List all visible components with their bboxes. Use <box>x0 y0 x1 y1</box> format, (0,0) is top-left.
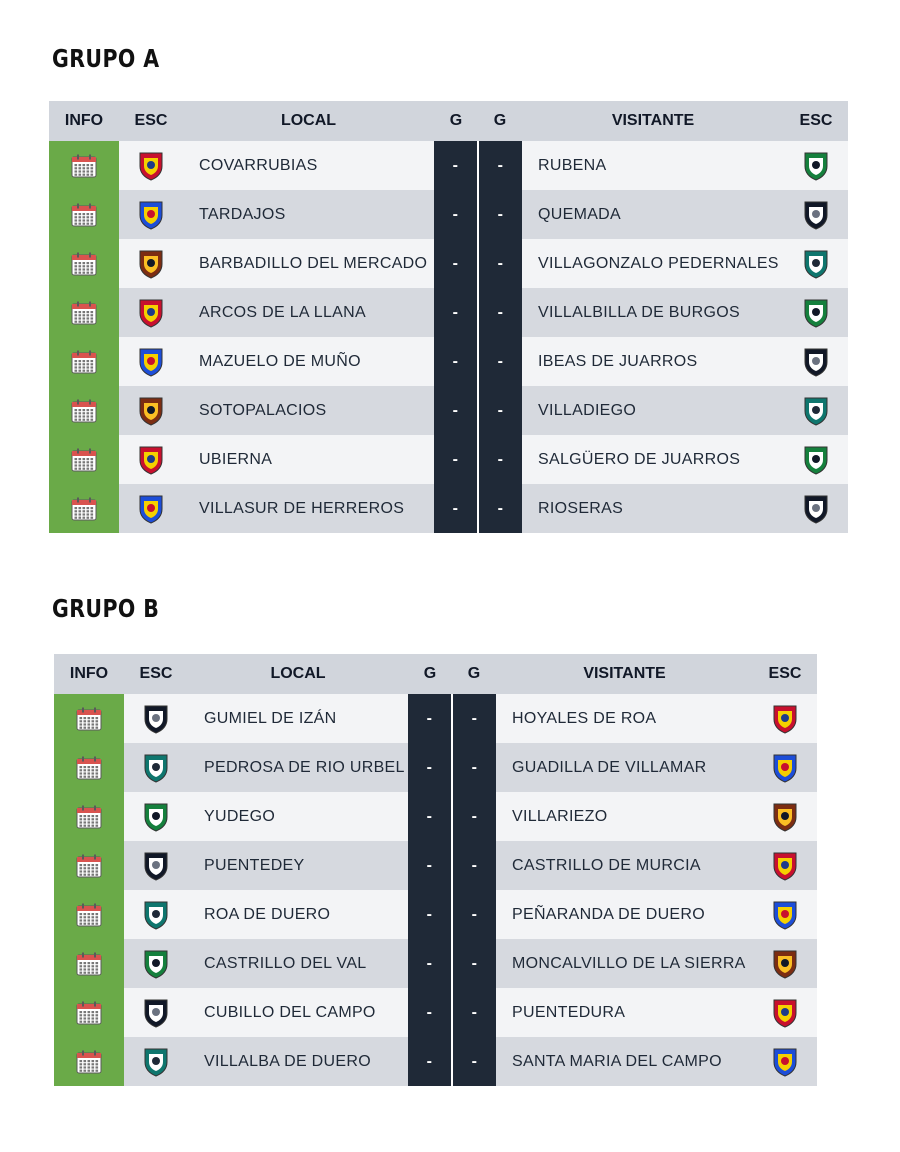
local-team-name: SOTOPALACIOS <box>183 386 434 435</box>
local-team-crest-icon <box>140 899 172 931</box>
info-cell[interactable] <box>54 792 124 841</box>
score-local: - <box>408 890 452 939</box>
match-row <box>54 694 817 743</box>
visitor-team-crest-icon <box>769 752 801 784</box>
local-crest-cell <box>124 792 188 841</box>
score-visitor: - <box>478 141 522 190</box>
calendar-icon[interactable] <box>71 154 97 178</box>
visitor-crest-cell <box>784 141 848 190</box>
local-team-name: TARDAJOS <box>183 190 434 239</box>
local-team-crest-icon <box>135 346 167 378</box>
visitor-crest-cell <box>784 484 848 533</box>
score-visitor: - <box>452 694 496 743</box>
match-row <box>49 337 848 386</box>
visitor-team-crest-icon <box>769 703 801 735</box>
score-local: - <box>434 239 478 288</box>
visitor-team-crest-icon <box>769 850 801 882</box>
info-cell[interactable] <box>54 890 124 939</box>
calendar-icon[interactable] <box>71 448 97 472</box>
info-cell[interactable] <box>49 190 119 239</box>
match-row <box>54 743 817 792</box>
header-info: INFO <box>49 101 119 141</box>
visitor-team-crest-icon <box>769 899 801 931</box>
local-crest-cell <box>124 988 188 1037</box>
local-team-crest-icon <box>135 395 167 427</box>
match-row <box>49 484 848 533</box>
visitor-team-name: RIOSERAS <box>522 484 784 533</box>
header-visitante: VISITANTE <box>522 101 784 141</box>
visitor-team-crest-icon <box>800 248 832 280</box>
local-team-crest-icon <box>135 150 167 182</box>
visitor-team-name: MONCALVILLO DE LA SIERRA <box>496 939 753 988</box>
group-b-table <box>54 654 817 1086</box>
header-esc-local: ESC <box>119 101 183 141</box>
visitor-team-name: VILLADIEGO <box>522 386 784 435</box>
local-team-crest-icon <box>140 1046 172 1078</box>
local-team-name: VILLASUR DE HERREROS <box>183 484 434 533</box>
match-row <box>49 386 848 435</box>
local-team-crest-icon <box>140 850 172 882</box>
local-crest-cell <box>119 239 183 288</box>
score-visitor: - <box>478 484 522 533</box>
local-team-name: UBIERNA <box>183 435 434 484</box>
calendar-icon[interactable] <box>71 252 97 276</box>
info-cell[interactable] <box>49 435 119 484</box>
local-crest-cell <box>124 694 188 743</box>
visitor-team-crest-icon <box>800 346 832 378</box>
header-local: LOCAL <box>188 654 408 694</box>
visitor-team-crest-icon <box>769 997 801 1029</box>
calendar-icon[interactable] <box>71 350 97 374</box>
score-local: - <box>408 743 452 792</box>
local-crest-cell <box>119 141 183 190</box>
header-esc-visitor: ESC <box>753 654 817 694</box>
header-g-visitor: G <box>452 654 496 694</box>
visitor-team-name: VILLAGONZALO PEDERNALES <box>522 239 784 288</box>
visitor-crest-cell <box>784 386 848 435</box>
calendar-icon[interactable] <box>71 399 97 423</box>
header-esc-local: ESC <box>124 654 188 694</box>
calendar-icon[interactable] <box>76 707 102 731</box>
score-local: - <box>434 141 478 190</box>
visitor-team-name: SANTA MARIA DEL CAMPO <box>496 1037 753 1086</box>
local-crest-cell <box>124 1037 188 1086</box>
local-team-crest-icon <box>140 948 172 980</box>
info-cell[interactable] <box>49 386 119 435</box>
local-team-name: ROA DE DUERO <box>188 890 408 939</box>
visitor-team-name: VILLARIEZO <box>496 792 753 841</box>
local-crest-cell <box>119 288 183 337</box>
score-visitor: - <box>478 337 522 386</box>
local-team-name: PUENTEDEY <box>188 841 408 890</box>
group-a-body <box>49 141 848 533</box>
header-g-visitor: G <box>478 101 522 141</box>
match-row <box>49 190 848 239</box>
match-row <box>54 841 817 890</box>
score-visitor: - <box>452 841 496 890</box>
local-team-name: MAZUELO DE MUÑO <box>183 337 434 386</box>
calendar-icon[interactable] <box>76 903 102 927</box>
score-local: - <box>408 841 452 890</box>
local-crest-cell <box>124 743 188 792</box>
info-cell[interactable] <box>54 988 124 1037</box>
local-team-crest-icon <box>135 297 167 329</box>
visitor-team-name: HOYALES DE ROA <box>496 694 753 743</box>
calendar-icon[interactable] <box>76 854 102 878</box>
score-local: - <box>434 288 478 337</box>
local-team-crest-icon <box>140 801 172 833</box>
visitor-crest-cell <box>784 239 848 288</box>
score-visitor: - <box>452 792 496 841</box>
calendar-icon[interactable] <box>76 1001 102 1025</box>
local-team-name: ARCOS DE LA LLANA <box>183 288 434 337</box>
visitor-team-crest-icon <box>800 199 832 231</box>
local-crest-cell <box>124 841 188 890</box>
match-row <box>49 288 848 337</box>
score-visitor: - <box>452 890 496 939</box>
score-visitor: - <box>478 239 522 288</box>
local-team-name: BARBADILLO DEL MERCADO <box>183 239 434 288</box>
score-visitor: - <box>452 988 496 1037</box>
match-row <box>49 435 848 484</box>
group-b-body <box>54 694 817 1086</box>
visitor-crest-cell <box>784 435 848 484</box>
visitor-crest-cell <box>784 288 848 337</box>
visitor-crest-cell <box>753 743 817 792</box>
local-team-name: YUDEGO <box>188 792 408 841</box>
score-local: - <box>434 386 478 435</box>
info-cell[interactable] <box>54 939 124 988</box>
local-team-name: CASTRILLO DEL VAL <box>188 939 408 988</box>
visitor-team-crest-icon <box>800 150 832 182</box>
visitor-team-crest-icon <box>769 1046 801 1078</box>
match-row <box>54 1037 817 1086</box>
table-header-row <box>54 654 817 694</box>
info-cell[interactable] <box>49 484 119 533</box>
group-a-table <box>49 101 848 533</box>
local-team-crest-icon <box>135 199 167 231</box>
match-row <box>49 141 848 190</box>
visitor-team-name: VILLALBILLA DE BURGOS <box>522 288 784 337</box>
match-row <box>54 890 817 939</box>
local-team-crest-icon <box>140 997 172 1029</box>
score-visitor: - <box>452 939 496 988</box>
local-crest-cell <box>119 386 183 435</box>
calendar-icon[interactable] <box>76 805 102 829</box>
visitor-crest-cell <box>753 1037 817 1086</box>
calendar-icon[interactable] <box>76 756 102 780</box>
header-g-local: G <box>434 101 478 141</box>
header-info: INFO <box>54 654 124 694</box>
calendar-icon[interactable] <box>71 497 97 521</box>
visitor-crest-cell <box>753 694 817 743</box>
visitor-team-crest-icon <box>800 395 832 427</box>
visitor-team-crest-icon <box>769 948 801 980</box>
local-team-crest-icon <box>135 248 167 280</box>
header-local: LOCAL <box>183 101 434 141</box>
visitor-team-crest-icon <box>769 801 801 833</box>
visitor-crest-cell <box>784 190 848 239</box>
local-crest-cell <box>119 484 183 533</box>
local-crest-cell <box>119 435 183 484</box>
group-b-title: GRUPO B <box>52 594 160 623</box>
info-cell[interactable] <box>54 841 124 890</box>
local-team-name: GUMIEL DE IZÁN <box>188 694 408 743</box>
score-local: - <box>408 939 452 988</box>
info-cell[interactable] <box>49 337 119 386</box>
visitor-crest-cell <box>753 939 817 988</box>
group-a-title: GRUPO A <box>52 44 160 73</box>
visitor-crest-cell <box>753 988 817 1037</box>
visitor-crest-cell <box>753 890 817 939</box>
visitor-team-name: SALGÜERO DE JUARROS <box>522 435 784 484</box>
local-team-crest-icon <box>140 703 172 735</box>
info-cell[interactable] <box>54 694 124 743</box>
visitor-team-name: PUENTEDURA <box>496 988 753 1037</box>
local-crest-cell <box>124 939 188 988</box>
local-crest-cell <box>119 337 183 386</box>
score-local: - <box>408 988 452 1037</box>
visitor-crest-cell <box>753 841 817 890</box>
calendar-icon[interactable] <box>76 952 102 976</box>
score-local: - <box>408 1037 452 1086</box>
score-visitor: - <box>478 190 522 239</box>
info-cell[interactable] <box>54 1037 124 1086</box>
visitor-team-name: IBEAS DE JUARROS <box>522 337 784 386</box>
visitor-team-name: QUEMADA <box>522 190 784 239</box>
local-team-crest-icon <box>135 493 167 525</box>
info-cell[interactable] <box>54 743 124 792</box>
local-team-name: CUBILLO DEL CAMPO <box>188 988 408 1037</box>
visitor-crest-cell <box>784 337 848 386</box>
match-row <box>54 792 817 841</box>
score-visitor: - <box>452 1037 496 1086</box>
score-visitor: - <box>452 743 496 792</box>
calendar-icon[interactable] <box>71 301 97 325</box>
match-row <box>54 939 817 988</box>
local-team-crest-icon <box>135 444 167 476</box>
match-row <box>54 988 817 1037</box>
info-cell[interactable] <box>49 141 119 190</box>
calendar-icon[interactable] <box>76 1050 102 1074</box>
score-local: - <box>408 694 452 743</box>
score-local: - <box>434 484 478 533</box>
local-crest-cell <box>124 890 188 939</box>
score-visitor: - <box>478 288 522 337</box>
score-local: - <box>434 190 478 239</box>
visitor-team-crest-icon <box>800 444 832 476</box>
score-local: - <box>434 337 478 386</box>
score-local: - <box>434 435 478 484</box>
visitor-team-crest-icon <box>800 297 832 329</box>
visitor-team-name: CASTRILLO DE MURCIA <box>496 841 753 890</box>
calendar-icon[interactable] <box>71 203 97 227</box>
header-visitante: VISITANTE <box>496 654 753 694</box>
header-esc-visitor: ESC <box>784 101 848 141</box>
local-team-crest-icon <box>140 752 172 784</box>
local-team-name: VILLALBA DE DUERO <box>188 1037 408 1086</box>
visitor-team-name: PEÑARANDA DE DUERO <box>496 890 753 939</box>
table-header-row <box>49 101 848 141</box>
score-local: - <box>408 792 452 841</box>
score-visitor: - <box>478 386 522 435</box>
visitor-team-name: RUBENA <box>522 141 784 190</box>
local-team-name: PEDROSA DE RIO URBEL <box>188 743 408 792</box>
info-cell[interactable] <box>49 288 119 337</box>
local-crest-cell <box>119 190 183 239</box>
header-g-local: G <box>408 654 452 694</box>
visitor-crest-cell <box>753 792 817 841</box>
local-team-name: COVARRUBIAS <box>183 141 434 190</box>
match-row <box>49 239 848 288</box>
visitor-team-name: GUADILLA DE VILLAMAR <box>496 743 753 792</box>
score-visitor: - <box>478 435 522 484</box>
info-cell[interactable] <box>49 239 119 288</box>
visitor-team-crest-icon <box>800 493 832 525</box>
